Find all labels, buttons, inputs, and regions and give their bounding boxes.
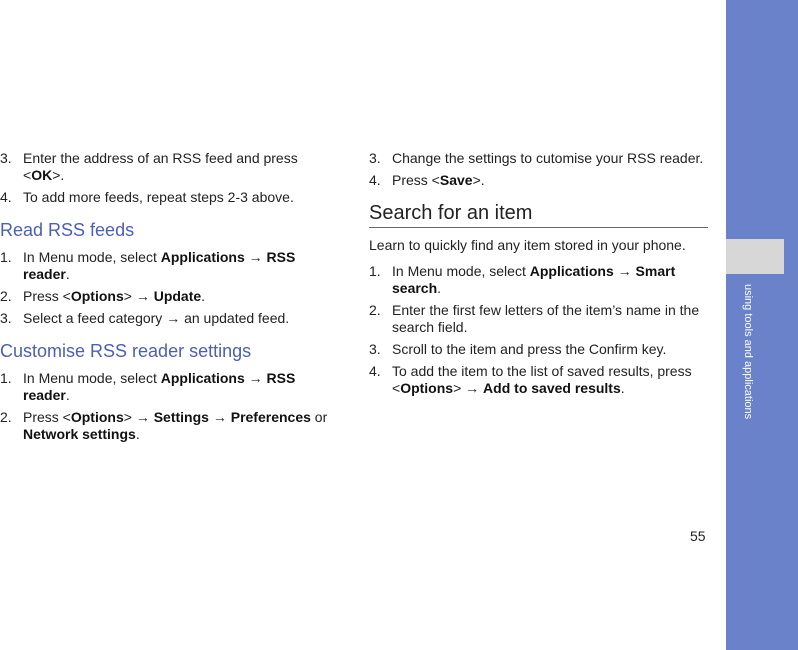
read-rss-steps: [0, 249, 340, 327]
menu-term: Applications: [160, 370, 245, 386]
step-text: →: [244, 370, 267, 386]
menu-term: Applications: [160, 249, 245, 265]
step-text: To add the item to the list of saved results, press <: [392, 363, 692, 396]
right-top-steps: [369, 150, 709, 189]
step-text: In Menu mode, select: [23, 370, 161, 386]
step-item: [0, 310, 340, 327]
search-steps: [369, 263, 709, 397]
menu-term: Smart search: [392, 263, 676, 296]
step-text: Press <: [23, 409, 71, 425]
step-number: 4.: [369, 172, 381, 188]
search-item-heading: Search for an item: [369, 201, 708, 228]
step-text: Press <: [392, 172, 440, 188]
menu-term: RSS reader: [23, 370, 296, 403]
step-item: [0, 409, 340, 443]
step-number: 2.: [0, 409, 12, 425]
step-number: 2.: [0, 288, 12, 304]
step-number: 1.: [0, 370, 12, 386]
step-text: →: [613, 263, 636, 279]
step-text: Scroll to the item and press the Confirm key.: [392, 341, 667, 357]
menu-term: Update: [153, 288, 202, 304]
menu-term: Options: [400, 380, 454, 396]
step-item: [0, 150, 340, 184]
step-text: →: [208, 409, 231, 425]
step-text: Enter the first few letters of the item’s name in the search field.: [392, 302, 700, 335]
left-top-steps: [0, 150, 340, 206]
menu-term: Save: [439, 172, 473, 188]
step-text: > →: [123, 288, 154, 304]
step-item: [369, 172, 709, 189]
step-text: Press <: [23, 288, 71, 304]
menu-term: Network settings: [23, 426, 136, 442]
step-text: Select a feed category → an updated feed.: [23, 310, 290, 326]
menu-term: Options: [70, 288, 124, 304]
step-text: .: [437, 280, 442, 296]
step-item: [0, 249, 340, 283]
step-text: Change the settings to cutomise your RSS reader.: [392, 150, 704, 166]
step-text: >.: [52, 167, 65, 183]
step-item: [369, 263, 709, 297]
step-number: 3.: [0, 310, 12, 326]
menu-term: RSS reader: [23, 249, 296, 282]
step-text: > →: [453, 380, 484, 396]
step-number: 3.: [0, 150, 12, 166]
customise-rss-heading: Customise RSS reader settings: [0, 341, 252, 361]
step-item: [369, 150, 709, 167]
section-tab-marker: [726, 239, 784, 274]
step-text: >.: [472, 172, 485, 188]
page-number: 55: [690, 528, 706, 544]
section-label: using tools and applications: [742, 284, 754, 420]
right-column: [369, 150, 709, 402]
step-number: 4.: [0, 189, 12, 205]
menu-term: Preferences: [230, 409, 311, 425]
step-number: 3.: [369, 150, 381, 166]
step-item: [0, 288, 340, 305]
step-text: or: [310, 409, 328, 425]
step-text: > →: [123, 409, 154, 425]
step-text: To add more feeds, repeat steps 2-3 above.: [23, 189, 294, 205]
step-number: 3.: [369, 341, 381, 357]
section-sidebar: [726, 0, 798, 650]
step-number: 4.: [369, 363, 381, 379]
step-text: Enter the address of an RSS feed and press <: [23, 150, 298, 183]
step-text: In Menu mode, select: [23, 249, 161, 265]
step-number: 1.: [369, 263, 381, 279]
step-item: [0, 189, 340, 206]
step-text: .: [65, 266, 70, 282]
step-text: .: [201, 288, 206, 304]
search-intro: Learn to quickly find any item stored in your phone.: [369, 237, 686, 253]
read-rss-feeds-heading: Read RSS feeds: [0, 220, 135, 240]
step-text: .: [135, 426, 140, 442]
customise-rss-steps: [0, 370, 340, 443]
step-text: .: [65, 387, 70, 403]
step-text: .: [620, 380, 625, 396]
step-item: [369, 363, 709, 397]
step-number: 2.: [369, 302, 381, 318]
step-text: In Menu mode, select: [392, 263, 530, 279]
step-item: [369, 341, 709, 358]
step-number: 1.: [0, 249, 12, 265]
menu-term: Add to saved results: [483, 380, 621, 396]
menu-term: Applications: [529, 263, 614, 279]
step-item: [0, 370, 340, 404]
menu-term: Settings: [153, 409, 209, 425]
menu-term: OK: [31, 167, 53, 183]
left-column: [0, 150, 340, 448]
step-text: →: [244, 249, 267, 265]
step-item: [369, 302, 709, 336]
menu-term: Options: [70, 409, 124, 425]
